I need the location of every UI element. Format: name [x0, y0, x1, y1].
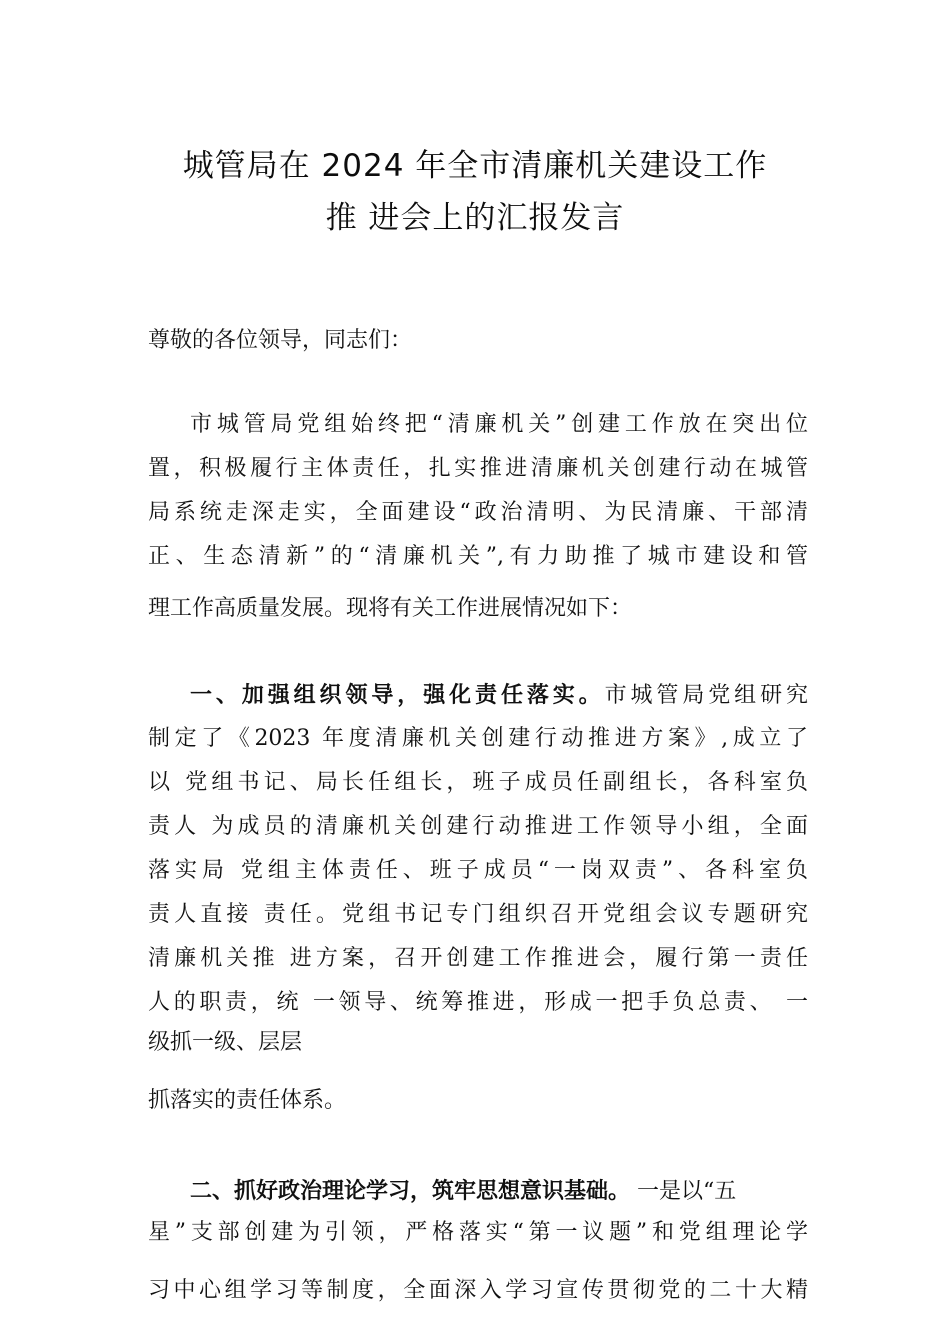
intro-line: 置，积极履行主体责任，扎实推进清廉机关创建行动在城管 — [148, 456, 808, 481]
section-1-line: 抓落实的责任体系。 — [148, 1088, 347, 1113]
section-1-heading: 一、加强组织领导，强化责任落实。 — [190, 682, 605, 708]
section-2-first-line-text: 一是以“五 — [630, 1179, 737, 1204]
section-1-line: 以 党组书记、局长任组长，班子成员任副组长，各科室负 — [148, 770, 808, 795]
section-1-line: 责人直接 责任。党组书记专门组织召开党组会议专题研究 — [148, 902, 808, 927]
section-1-line: 制定了《2023 年度清廉机关创建行动推进方案》,成立了 — [148, 726, 808, 751]
section-2-line: 星”支部创建为引领，严格落实“第一议题”和党组理论学 — [148, 1220, 808, 1245]
document-title-line-2: 推 进会上的汇报发言 — [325, 200, 625, 236]
document-title-line-1: 城管局在 2024 年全市清廉机关建设工作 — [182, 148, 768, 184]
intro-line: 正、生态清新”的“清廉机关”,有力助推了城市建设和管 — [148, 544, 808, 569]
salutation: 尊敬的各位领导，同志们： — [148, 328, 413, 353]
section-2-first-line — [190, 1176, 808, 1207]
section-1-line: 人的职责，统 一领导、统筹推进，形成一把手负总责、 一 — [148, 990, 808, 1015]
section-1-line: 责人 为成员的清廉机关创建行动推进工作领导小组，全面 — [148, 814, 808, 839]
intro-line: 市城管局党组始终把“清廉机关”创建工作放在突出位 — [190, 412, 808, 437]
section-1-line: 清廉机关推 进方案，召开创建工作推进会，履行第一责任 — [148, 946, 808, 971]
section-1-first-line-text: 市城管局党组研究 — [604, 683, 808, 708]
intro-line: 理工作高质量发展。现将有关工作进展情况如下： — [148, 596, 633, 621]
section-1-first-line — [190, 680, 808, 711]
section-1-line: 级抓一级、层层 — [148, 1030, 303, 1055]
intro-line: 局系统走深走实，全面建设“政治清明、为民清廉、干部清 — [148, 500, 808, 525]
section-2-heading: 二、抓好政治理论学习，筑牢思想意识基础。 — [190, 1178, 631, 1204]
section-1-line: 落实局 党组主体责任、班子成员“一岗双责”、各科室负 — [148, 858, 808, 883]
section-2-line: 习中心组学习等制度，全面深入学习宣传贯彻党的二十大精 — [148, 1278, 808, 1303]
